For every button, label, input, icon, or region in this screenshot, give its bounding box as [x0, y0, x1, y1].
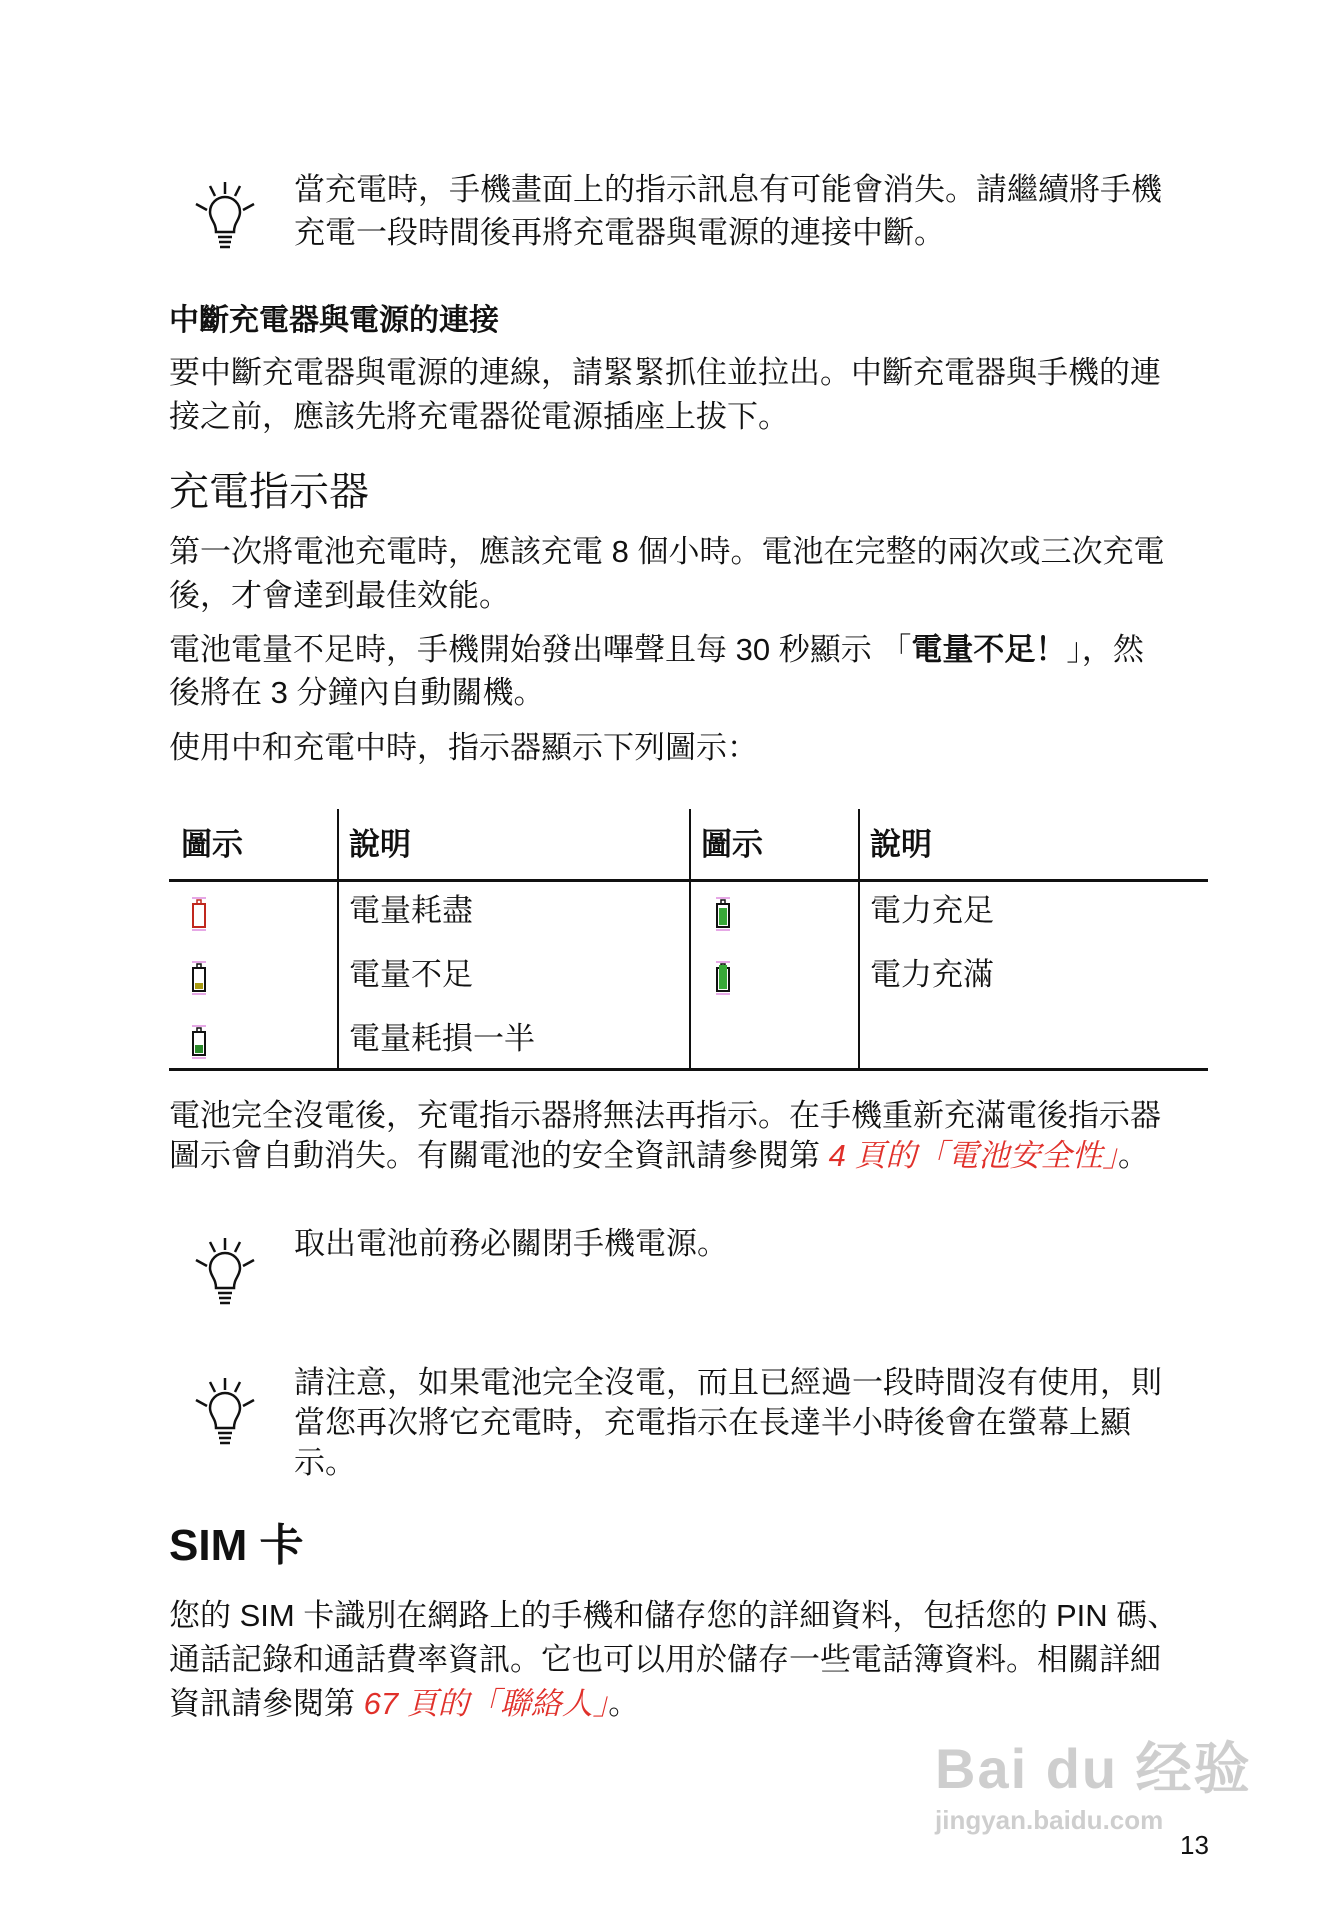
tip-text: 取出電池前務必關閉手機電源。	[294, 1226, 728, 1261]
lightbulb-tip-icon	[190, 1236, 260, 1306]
lightbulb-tip-icon	[190, 180, 260, 250]
battery-sufficient-icon	[715, 897, 731, 931]
battery-empty-icon	[191, 897, 207, 931]
tip-text: 請注意，如果電池完全沒電，而且已經過一段時間沒有使用，則	[294, 1365, 1162, 1400]
text: 資訊請參閱第	[169, 1686, 364, 1721]
paragraph-line: 使用中和充電中時，指示器顯示下列圖示：	[169, 730, 758, 765]
text: 圖示會自動消失。有關電池的安全資訊請參閱第	[169, 1138, 829, 1173]
paragraph-line	[169, 1684, 639, 1724]
table-header: 說明	[870, 827, 932, 862]
text: 電池電量不足時，手機開始發出嗶聲且每 30 秒顯示 「	[169, 632, 912, 667]
paragraph-line: 後將在 3 分鐘內自動關機。	[169, 675, 545, 710]
paragraph-line: 您的 SIM 卡識別在網路上的手機和儲存您的詳細資料，包括您的 PIN 碼、	[169, 1598, 1179, 1633]
paragraph-line: 後，才會達到最佳效能。	[169, 578, 510, 613]
paragraph-line: 電池完全沒電後，充電指示器將無法再指示。在手機重新充滿電後指示器	[169, 1098, 1161, 1133]
watermark-url: jingyan.baidu.com	[935, 1805, 1164, 1835]
baidu-watermark	[935, 1725, 1252, 1836]
battery-status-label: 電量耗盡	[349, 893, 473, 928]
table-header: 圖示	[701, 827, 763, 862]
tip-text: 當充電時，手機畫面上的指示訊息有可能會消失。請繼續將手機	[294, 172, 1162, 207]
paragraph-line	[169, 1136, 1149, 1176]
battery-safety-link[interactable]: 4 頁的「電池安全性」	[828, 1138, 1118, 1173]
page-number: 13	[1180, 1830, 1209, 1860]
text: 。	[608, 1686, 640, 1721]
battery-low-icon	[191, 961, 207, 995]
battery-status-label: 電量耗損一半	[349, 1021, 535, 1056]
battery-full-icon	[715, 961, 731, 995]
watermark-brand: Bai du 经验	[935, 1737, 1252, 1800]
paragraph-line: 要中斷充電器與電源的連線，請緊緊抓住並拉出。中斷充電器與手機的連	[169, 355, 1161, 390]
tip-text: 示。	[294, 1445, 356, 1480]
paragraph-line: 接之前，應該先將充電器從電源插座上拔下。	[169, 399, 789, 434]
table-header: 說明	[349, 827, 411, 862]
battery-status-label: 電量不足	[349, 957, 473, 992]
battery-icon-table	[169, 809, 1208, 1070]
text: 」，然	[1066, 632, 1144, 667]
section-title: SIM 卡	[169, 1521, 304, 1570]
section-title: 充電指示器	[169, 470, 369, 514]
low-battery-message: 電量不足！	[911, 632, 1067, 667]
battery-status-label: 電力充滿	[870, 957, 994, 992]
tip-text: 充電一段時間後再將充電器與電源的連接中斷。	[294, 215, 945, 250]
paragraph-line: 通話記錄和通話費率資訊。它也可以用於儲存一些電話簿資料。相關詳細	[169, 1642, 1161, 1677]
paragraph-line	[169, 630, 1144, 670]
lightbulb-tip-icon	[190, 1376, 260, 1446]
battery-half-icon	[191, 1025, 207, 1059]
table-header: 圖示	[181, 827, 243, 862]
battery-status-label: 電力充足	[870, 893, 994, 928]
section-heading: 中斷充電器與電源的連接	[169, 304, 499, 337]
paragraph-line: 第一次將電池充電時，應該充電 8 個小時。電池在完整的兩次或三次充電	[169, 534, 1165, 569]
text: 。	[1117, 1138, 1149, 1173]
contacts-link[interactable]: 67 頁的「聯絡人」	[363, 1686, 609, 1721]
tip-text: 當您再次將它充電時，充電指示在長達半小時後會在螢幕上顯	[294, 1405, 1131, 1440]
